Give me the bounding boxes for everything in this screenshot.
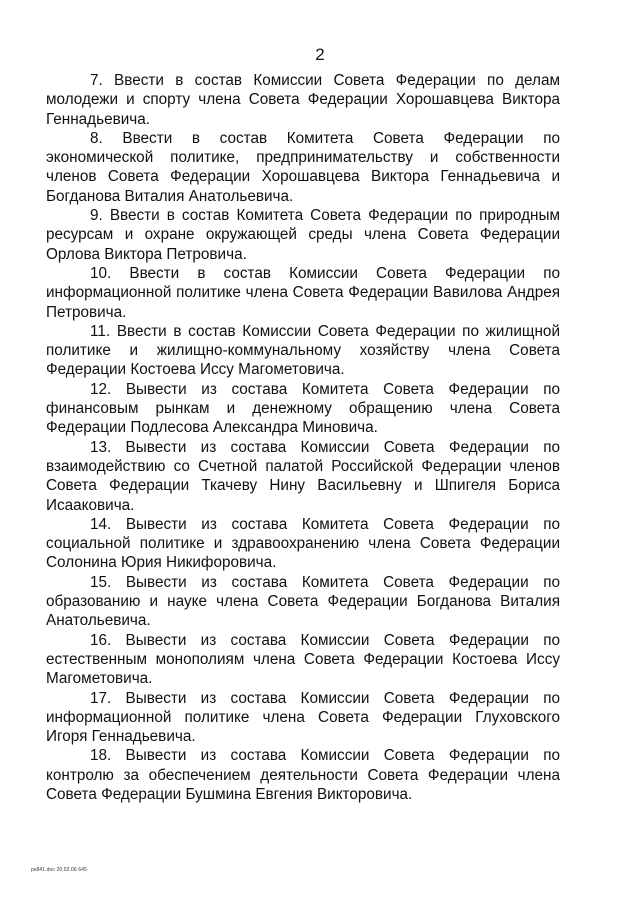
paragraph-item-14: 14. Вывести из состава Комитета Совета Федерации по социальной политике и здравоохранению члена Совета Федерации Солонина Юрия Никифоровича. bbox=[46, 515, 560, 572]
document-footer-code: ps841.doc 20.02.06 645 bbox=[31, 867, 87, 873]
paragraph-item-17: 17. Вывести из состава Комиссии Совета Федерации по информационной политике члена Совета Федерации Глуховского Игоря Геннадьевича. bbox=[46, 689, 560, 746]
paragraph-item-13: 13. Вывести из состава Комиссии Совета Федерации по взаимодействию со Счетной палатой Российской Федерации членов Совета Федерации Ткачеву Нину Васильевну и Шпигеля Бориса Исааковича. bbox=[46, 438, 560, 514]
paragraph-item-18: 18. Вывести из состава Комиссии Совета Федерации по контролю за обеспечением деятельности Совета Федерации члена Совета Федерации Бушмина Евгения Викторовича. bbox=[46, 747, 560, 803]
paragraph-item-8: 8. Ввести в состав Комитета Совета Федерации по экономической политике, предпринимательству и собственности членов Совета Федерации Хорошавцева Виктора Геннадьевича и Богданова Виталия Анатольевича. bbox=[46, 129, 560, 205]
paragraph-item-12: 12. Вывести из состава Комитета Совета Федерации по финансовым рынкам и денежному обращению члена Совета Федерации Подлесова Александра Миновича. bbox=[46, 380, 560, 437]
page-number: 2 bbox=[315, 45, 325, 64]
paragraph-item-15: 15. Вывести из состава Комитета Совета Федерации по образованию и науке члена Совета Федерации Богданова Виталия Анатольевича. bbox=[46, 573, 560, 630]
paragraph-item-16: 16. Вывести из состава Комиссии Совета Федерации по естественным монополиям члена Совета Федерации Костоева Иссу Магометовича. bbox=[46, 631, 560, 688]
paragraph-item-10: 10. Ввести в состав Комиссии Совета Федерации по информационной политике члена Совета Федерации Вавилова Андрея Петровича. bbox=[46, 264, 560, 321]
paragraph-item-9: 9. Ввести в состав Комитета Совета Федерации по природным ресурсам и охране окружающей среды члена Совета Федерации Орлова Виктора Петровича. bbox=[46, 207, 560, 263]
paragraph-item-7: 7. Ввести в состав Комиссии Совета Федерации по делам молодежи и спорту члена Совета Федерации Хорошавцева Виктора Геннадьевича. bbox=[46, 72, 560, 128]
paragraph-item-11: 11. Ввести в состав Комиссии Совета Федерации по жилищной политике и жилищно-коммунальному хозяйству члена Совета Федерации Костоева Иссу Магометовича. bbox=[46, 322, 560, 379]
document-body bbox=[46, 71, 560, 804]
